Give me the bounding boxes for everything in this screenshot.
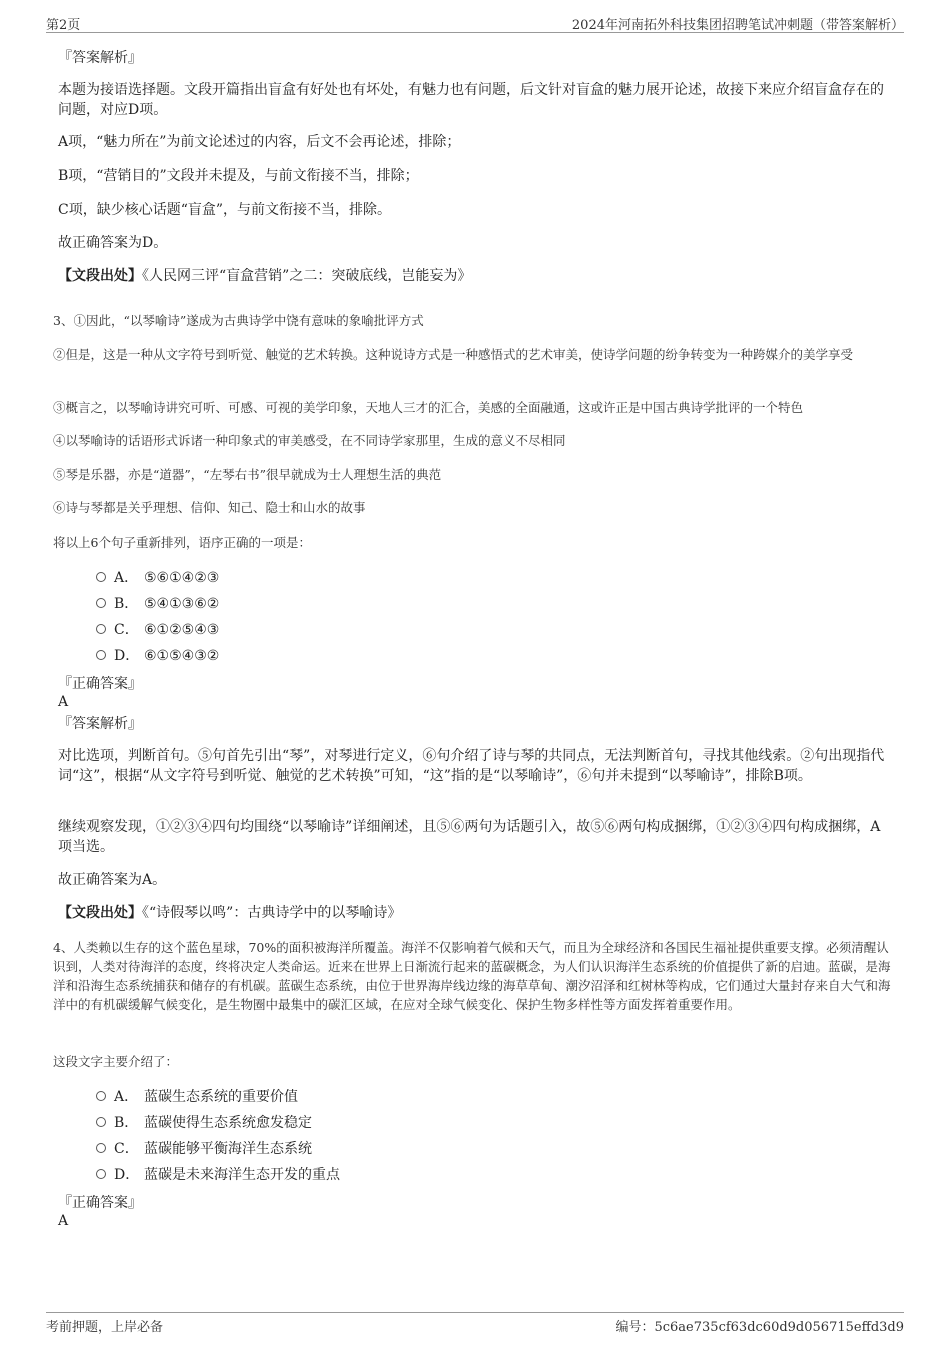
q3-source-label: 【文段出处】 bbox=[58, 905, 142, 921]
q2-source-label: 【文段出处】 bbox=[58, 268, 142, 284]
q4-passage: 4、人类赖以生存的这个蓝色星球，70%的面积被海洋所覆盖。海洋不仅影响着气候和天气，而且为全球经济和各国民生福祉提供重要支撑。必须清醒认识到，人类对待海洋的态度，终将决定人类命运。近来在世界上日渐流行起来的蓝碳概念，为人们认识海洋生态系统的价值提供了新的启迪。蓝碳，是海洋和沿海生态系统捕获和储存的有机碳。蓝碳生态系统，由位于世界海岸线边缘的海草草甸、潮汐沼泽和红树林等构成，它们通过大量封存来自大气和海洋中的有机碳缓解气候变化，是生物圈中最集中的碳汇区域，在应对全球气候变化、保护生物多样性等方面发挥着重要作用。 bbox=[53, 940, 891, 1012]
q4-option-c[interactable]: C． 蓝碳能够平衡海洋生态系统 bbox=[96, 1139, 312, 1159]
q2-analysis-option-a: A项，“魅力所在”为前文论述过的内容，后文不会再论述，排除； bbox=[58, 134, 461, 150]
q3-option-b[interactable]: B． ⑤④①③⑥② bbox=[96, 594, 219, 614]
q3-option-d[interactable]: D． ⑥①⑤④③② bbox=[96, 646, 219, 666]
radio-icon[interactable] bbox=[96, 650, 106, 660]
q3-option-a[interactable]: A． ⑤⑥①④②③ bbox=[96, 568, 219, 588]
q2-analysis-option-c: C项，缺少核心话题“盲盒”，与前文衔接不当，排除。 bbox=[58, 202, 392, 218]
document-code: 编号：5c6ae735cf63dc60d9d056715effd3d9 bbox=[615, 1320, 904, 1335]
q3-sentence-1: 3、①因此，“以琴喻诗”遂成为古典诗学中饶有意味的象喻批评方式 bbox=[53, 313, 424, 328]
q2-analysis-option-b: B项，“营销目的”文段并未提及，与前文衔接不当，排除； bbox=[58, 168, 419, 184]
q3-sentence-2: ②但是，这是一种从文字符号到听觉、触觉的艺术转换。这种说诗方式是一种感悟式的艺术审美，使诗学问题的纷争转变为一种跨媒介的美学享受 bbox=[53, 347, 854, 362]
q3-answer-label: 『正确答案』 bbox=[58, 676, 142, 692]
q3-question: 将以上6个句子重新排列，语序正确的一项是： bbox=[53, 535, 311, 550]
q4-question: 这段文字主要介绍了： bbox=[53, 1054, 179, 1069]
q3-sentence-3: ③概言之，以琴喻诗讲究可听、可感、可视的美学印象，天地人三才的汇合，美感的全面融通，这或许正是中国古典诗学批评的一个特色 bbox=[53, 400, 804, 415]
q3-source bbox=[58, 903, 888, 923]
q3-sentence-4: ④以琴喻诗的话语形式诉诸一种印象式的审美感受，在不同诗学家那里，生成的意义不尽相同 bbox=[53, 433, 566, 448]
q4-option-d[interactable]: D． 蓝碳是未来海洋生态开发的重点 bbox=[96, 1165, 340, 1185]
radio-icon[interactable] bbox=[96, 1091, 106, 1101]
document-title: 2024年河南拓外科技集团招聘笔试冲刺题（带答案解析） bbox=[571, 18, 904, 33]
q2-analysis-label: 『答案解析』 bbox=[58, 50, 142, 66]
q2-source bbox=[58, 266, 888, 286]
q3-source-text: 《“诗假琴以鸣”：古典诗学中的以琴喻诗》 bbox=[142, 905, 402, 921]
radio-icon[interactable] bbox=[96, 1117, 106, 1127]
page-footer bbox=[46, 1312, 904, 1337]
q3-sentence-6: ⑥诗与琴都是关乎理想、信仰、知己、隐士和山水的故事 bbox=[53, 500, 366, 515]
q3-conclusion: 故正确答案为A。 bbox=[58, 872, 167, 888]
q3-sentence-5: ⑤琴是乐器，亦是“道器”，“左琴右书”很早就成为士人理想生活的典范 bbox=[53, 467, 442, 482]
q4-option-b[interactable]: B． 蓝碳使得生态系统愈发稳定 bbox=[96, 1113, 312, 1133]
q3-analysis-p1: 对比选项，判断首句。⑤句首先引出“琴”，对琴进行定义，⑥句介绍了诗与琴的共同点，无法判断首句，寻找其他线索。②句出现指代词“这”，根据“从文字符号到听觉、触觉的艺术转换”可知，“这”指的是“以琴喻诗”，⑥句并未提到“以琴喻诗”，排除B项。 bbox=[58, 748, 885, 784]
q4-answer: A bbox=[58, 1213, 69, 1229]
page-header bbox=[46, 10, 904, 33]
q2-conclusion: 故正确答案为D。 bbox=[58, 235, 168, 251]
q3-answer: A bbox=[58, 694, 69, 710]
q3-analysis-p2: 继续观察发现，①②③④四句均围绕“以琴喻诗”详细阐述，且⑤⑥两句为话题引入，故⑤⑥两句构成捆绑，①②③④四句构成捆绑，A项当选。 bbox=[58, 819, 881, 855]
q2-source-text: 《人民网三评“盲盒营销”之二：突破底线，岂能妄为》 bbox=[142, 268, 472, 284]
radio-icon[interactable] bbox=[96, 598, 106, 608]
radio-icon[interactable] bbox=[96, 624, 106, 634]
q3-option-c[interactable]: C． ⑥①②⑤④③ bbox=[96, 620, 219, 640]
q3-analysis-label: 『答案解析』 bbox=[58, 716, 142, 732]
radio-icon[interactable] bbox=[96, 1143, 106, 1153]
radio-icon[interactable] bbox=[96, 572, 106, 582]
page-number: 第2页 bbox=[46, 18, 81, 33]
footer-slogan: 考前押题，上岸必备 bbox=[46, 1320, 164, 1335]
radio-icon[interactable] bbox=[96, 1169, 106, 1179]
q4-answer-label: 『正确答案』 bbox=[58, 1195, 142, 1211]
q2-analysis-p1: 本题为接语选择题。文段开篇指出盲盒有好处也有坏处，有魅力也有问题，后文针对盲盒的魅力展开论述，故接下来应介绍盲盒存在的问题，对应D项。 bbox=[58, 82, 884, 118]
q4-option-a[interactable]: A． 蓝碳生态系统的重要价值 bbox=[96, 1087, 298, 1107]
